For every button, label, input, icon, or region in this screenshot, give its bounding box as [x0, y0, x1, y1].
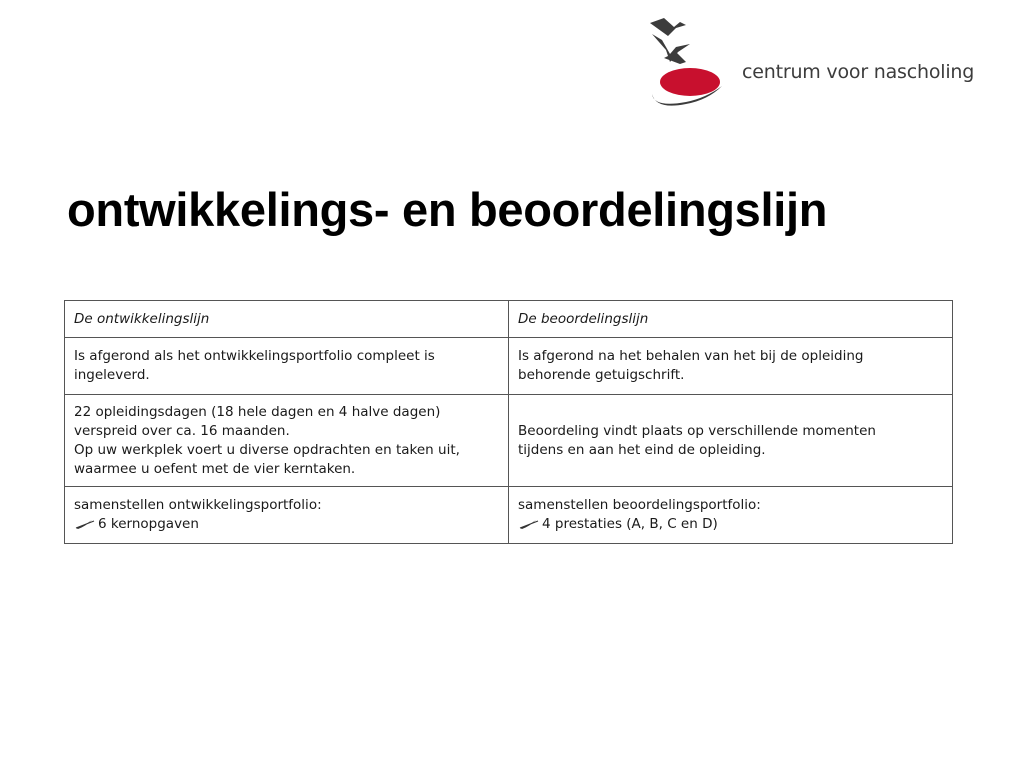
- comparison-table: [64, 300, 953, 544]
- cell-text-line: samenstellen beoordelingsportfolio:: [518, 497, 761, 513]
- arrow-bullet-icon: [518, 518, 540, 530]
- arrow-bullet-icon: [74, 518, 96, 530]
- cell-completion-assessment: [509, 338, 953, 395]
- bullet-item: [74, 515, 499, 534]
- bullet-item: [518, 515, 943, 534]
- header-beoordelingslijn: De beoordelingslijn: [509, 301, 953, 338]
- cell-development-portfolio: [65, 487, 509, 544]
- cell-text-line: 22 opleidingsdagen (18 hele dagen en 4 halve dagen): [74, 403, 441, 420]
- cell-assessment-portfolio: [509, 487, 953, 544]
- cell-text-line: tijdens en aan het eind de opleiding.: [518, 441, 766, 458]
- cell-text-line: verspreid over ca. 16 maanden.: [74, 422, 290, 439]
- cell-text-line: samenstellen ontwikkelingsportfolio:: [74, 497, 322, 513]
- bullet-text: 6 kernopgaven: [98, 516, 199, 532]
- table-row: [65, 487, 953, 544]
- table-row: [65, 395, 953, 487]
- cell-assessment-moments: [509, 395, 953, 487]
- cell-text-line: waarmee u oefent met de vier kerntaken.: [74, 460, 356, 477]
- table-header-row: [65, 301, 953, 338]
- cell-text-line: Is afgerond na het behalen van het bij de opleiding: [518, 348, 864, 364]
- cell-text-line: behorende getuigschrift.: [518, 367, 685, 383]
- header-ontwikkelingslijn: De ontwikkelingslijn: [65, 301, 509, 338]
- cell-completion-development: [65, 338, 509, 395]
- cell-text-line: Beoordeling vindt plaats op verschillende momenten: [518, 422, 876, 439]
- page-title: ontwikkelings- en beoordelingslijn: [67, 183, 828, 236]
- bullet-text: 4 prestaties (A, B, C en D): [542, 516, 718, 532]
- logo-mark-icon: [646, 14, 742, 106]
- cell-text-line: ingeleverd.: [74, 367, 150, 383]
- cell-training-days: [65, 395, 509, 487]
- table-row: [65, 338, 953, 395]
- logo: [646, 14, 996, 106]
- logo-text: centrum voor nascholing: [742, 61, 975, 83]
- cell-text-line: Is afgerond als het ontwikkelingsportfolio compleet is: [74, 348, 435, 364]
- cell-text-line: Op uw werkplek voert u diverse opdrachten en taken uit,: [74, 441, 460, 458]
